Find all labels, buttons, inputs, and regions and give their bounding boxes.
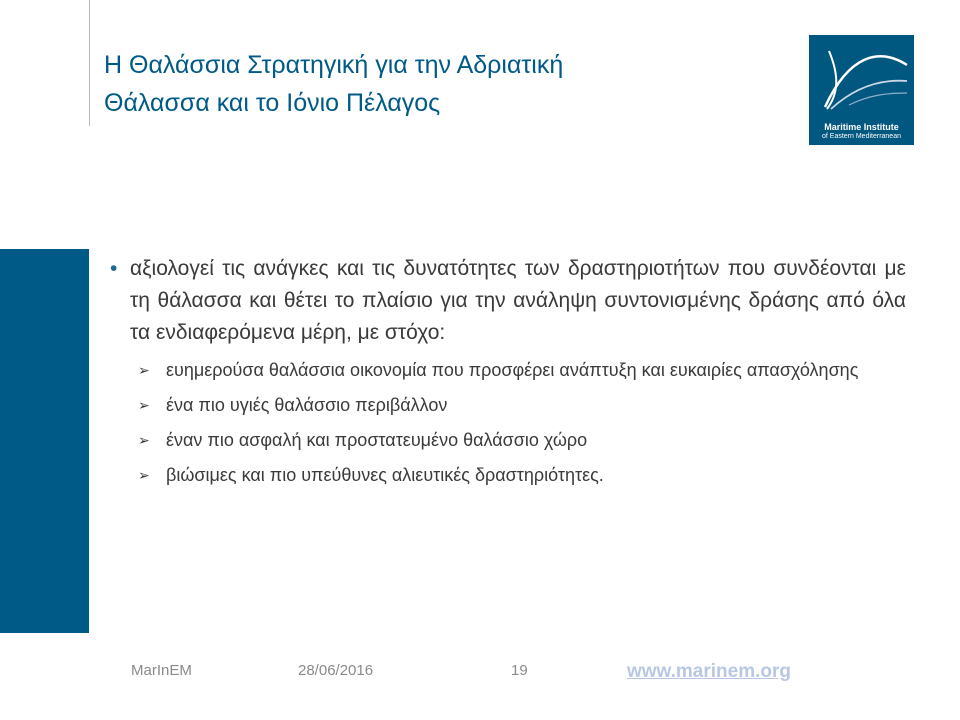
slide-title-line1: Η Θαλάσσια Στρατηγική για την Αδριατική [104, 51, 564, 79]
sub-bullet-text: βιώσιμες και πιο υπεύθυνες αλιευτικές δραστηριότητες. [166, 465, 604, 485]
footer-date: 28/06/2016 [298, 662, 374, 679]
footer-website-link[interactable]: www.marinem.org [627, 661, 791, 682]
sub-bullet-text: έναν πιο ασφαλή και προστατευμένο θαλάσσιο χώρο [166, 430, 588, 450]
sub-bullet-text: ευημερούσα θαλάσσια οικονομία που προσφέρει ανάπτυξη και ευκαιρίες απασχόλησης [166, 360, 859, 380]
sub-bullet-item [138, 357, 906, 383]
main-bullet-text: αξιολογεί τις ανάγκες και τις δυνατότητες των δραστηριοτήτων που συνδέονται με τη θάλασσα και θέτει το πλαίσιο για την ανάληψη συντονισμένης δράσης από όλα τα ενδιαφερόμενα μέρη, με στόχο: [130, 257, 906, 344]
arrow-bullet-icon: ➢ [138, 467, 150, 483]
sub-bullet-item [138, 462, 906, 488]
arrow-bullet-icon: ➢ [138, 362, 150, 378]
wing-logo-icon [809, 35, 914, 123]
maritime-institute-logo [809, 35, 914, 145]
arrow-bullet-icon: ➢ [138, 397, 150, 413]
arrow-bullet-icon: ➢ [138, 432, 150, 448]
logo-name-line2: of Eastern Mediterranean [822, 133, 901, 140]
sub-bullet-text: ένα πιο υγιές θαλάσσιο περιβάλλον [166, 395, 448, 415]
sub-bullet-list [138, 357, 906, 488]
bullet-dot-icon: • [110, 257, 118, 280]
main-bullet [110, 253, 906, 349]
slide-body [110, 253, 906, 497]
sub-bullet-item [138, 427, 906, 453]
slide-title-line2: Θάλασσα και το Ιόνιο Πέλαγος [104, 89, 441, 117]
footer-page-number: 19 [511, 662, 528, 679]
sub-bullet-item [138, 392, 906, 418]
logo-name-line1: Maritime Institute [824, 122, 899, 132]
title-divider [89, 0, 90, 126]
slide-title [104, 46, 784, 122]
footer-org: MarInEM [131, 662, 192, 679]
side-accent-band [0, 249, 89, 633]
